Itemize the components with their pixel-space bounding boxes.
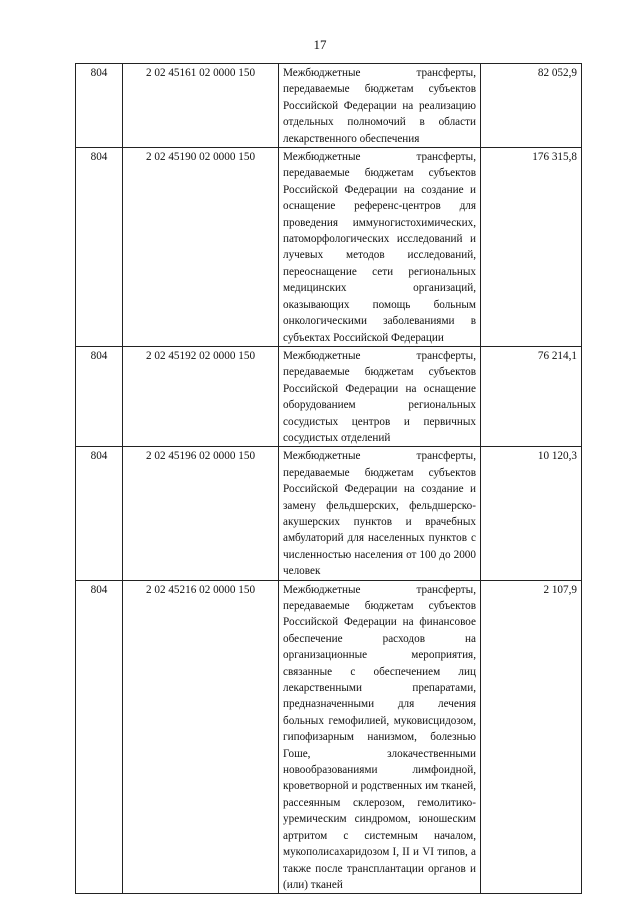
admin-code-cell: 804	[76, 346, 123, 446]
budget-classification-code-cell: 2 02 45190 02 0000 150	[123, 148, 279, 347]
table-row	[76, 64, 582, 148]
amount-cell: 82 052,9	[481, 64, 582, 148]
amount-cell: 2 107,9	[481, 580, 582, 894]
table-row	[76, 580, 582, 894]
table-row	[76, 148, 582, 347]
budget-classification-code-cell: 2 02 45192 02 0000 150	[123, 346, 279, 446]
admin-code-cell: 804	[76, 64, 123, 148]
amount-cell: 176 315,8	[481, 148, 582, 347]
table-row	[76, 447, 582, 580]
income-name-cell: Межбюджетные трансферты, передаваемые бюджетам субъектов Российской Федерации на создание и оснащение референс-центров для проведения иммуногистохимических, патоморфологических исследований и лучевых методов исследований, переоснащение сети региональных медицинских организаций, оказывающих помощь больным онкологическими заболеваниями в субъектах Российской Федерации	[279, 148, 481, 347]
admin-code-cell: 804	[76, 580, 123, 894]
table-row	[76, 346, 582, 446]
budget-classification-code-cell: 2 02 45161 02 0000 150	[123, 64, 279, 148]
income-name-cell: Межбюджетные трансферты, передаваемые бюджетам субъектов Российской Федерации на создание и замену фельдшерских, фельдшерско-акушерских пунктов и врачебных амбулаторий для населенных пунктов с численностью населения от 100 до 2000 человек	[279, 447, 481, 580]
income-name-cell: Межбюджетные трансферты, передаваемые бюджетам субъектов Российской Федерации на реализацию отдельных полномочий в области лекарственного обеспечения	[279, 64, 481, 148]
amount-cell: 10 120,3	[481, 447, 582, 580]
income-name-cell: Межбюджетные трансферты, передаваемые бюджетам субъектов Российской Федерации на финансовое обеспечение расходов на организационные мероприятия, связанные с обеспечением лиц лекарственными препаратами, предназначенными для лечения больных гемофилией, муковисцидозом, гипофизарным нанизмом, болезнью Гоше, злокачественными новообразованиями лимфоидной, кроветворной и родственных им тканей, рассеянным склерозом, гемолитико-уремическим синдромом, юношеским артритом с системным началом, мукополисахаридозом I, II и VI типов, а также после трансплантации органов и (или) тканей	[279, 580, 481, 894]
budget-table	[75, 63, 582, 894]
budget-classification-code-cell: 2 02 45196 02 0000 150	[123, 447, 279, 580]
budget-classification-code-cell: 2 02 45216 02 0000 150	[123, 580, 279, 894]
amount-cell: 76 214,1	[481, 346, 582, 446]
admin-code-cell: 804	[76, 148, 123, 347]
page-number: 17	[313, 37, 327, 52]
admin-code-cell: 804	[76, 447, 123, 580]
income-name-cell: Межбюджетные трансферты, передаваемые бюджетам субъектов Российской Федерации на оснащение оборудованием региональных сосудистых центров и первичных сосудистых отделений	[279, 346, 481, 446]
